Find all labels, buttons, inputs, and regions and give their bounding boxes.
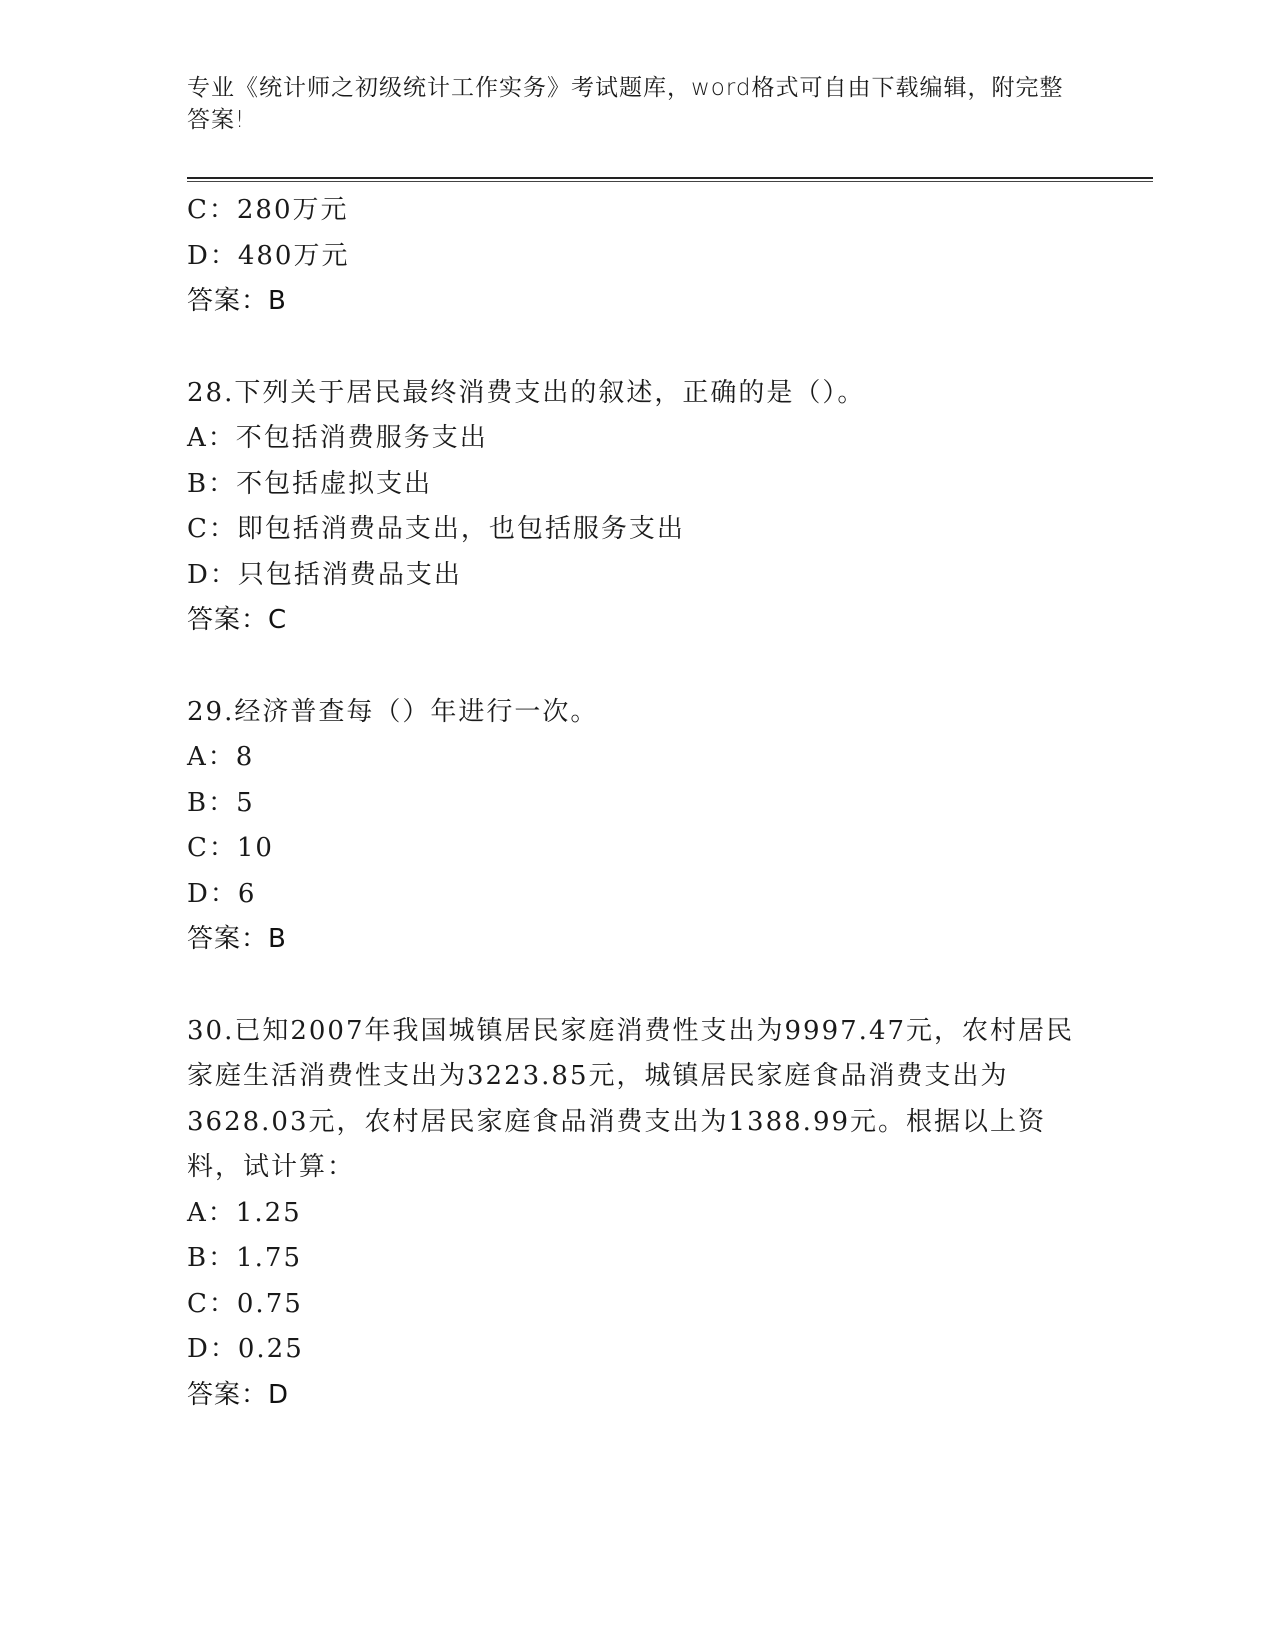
document-header: 专业《统计师之初级统计工作实务》考试题库，word格式可自由下载编辑，附完整答案! (187, 75, 1064, 133)
question-stem: 30.已知2007年我国城镇居民家庭消费性支出为9997.47元，农村居民家庭生活消费性支出为3223.85元，城镇居民家庭食品消费支出为3628.03元，农村居民家庭食品消费支出为1388.99元。根据以上资料，试计算： (187, 1015, 1075, 1182)
option-a: A：8 (187, 742, 255, 772)
option-d: D：6 (187, 878, 257, 909)
option-d: D：只包括消费品支出 (187, 559, 462, 590)
answer-line: 答案：B (187, 286, 287, 316)
option-b: B：5 (187, 787, 255, 818)
option-c: C：10 (187, 833, 274, 863)
answer-line: 答案：B (187, 924, 287, 954)
question-stem: 28.下列关于居民最终消费支出的叙述，正确的是（）。 (187, 377, 866, 408)
option-a: A：不包括消费服务支出 (187, 423, 488, 453)
question-stem: 29.经济普查每（）年进行一次。 (187, 696, 599, 727)
option-d: D：0.25 (187, 1334, 304, 1364)
answer-line: 答案：D (187, 1379, 290, 1410)
option-b: B：不包括虚拟支出 (187, 468, 433, 499)
option-c: C：280万元 (187, 195, 349, 225)
option-c: C：即包括消费品支出，也包括服务支出 (187, 514, 685, 544)
option-a: A：1.25 (187, 1197, 302, 1228)
answer-line: 答案：C (187, 605, 288, 635)
header-divider-thin (187, 181, 1153, 182)
option-c: C：0.75 (187, 1288, 303, 1319)
header-divider (187, 177, 1153, 179)
question-content (187, 188, 1087, 1418)
option-b: B：1.75 (187, 1243, 302, 1273)
option-d: D：480万元 (187, 240, 350, 271)
